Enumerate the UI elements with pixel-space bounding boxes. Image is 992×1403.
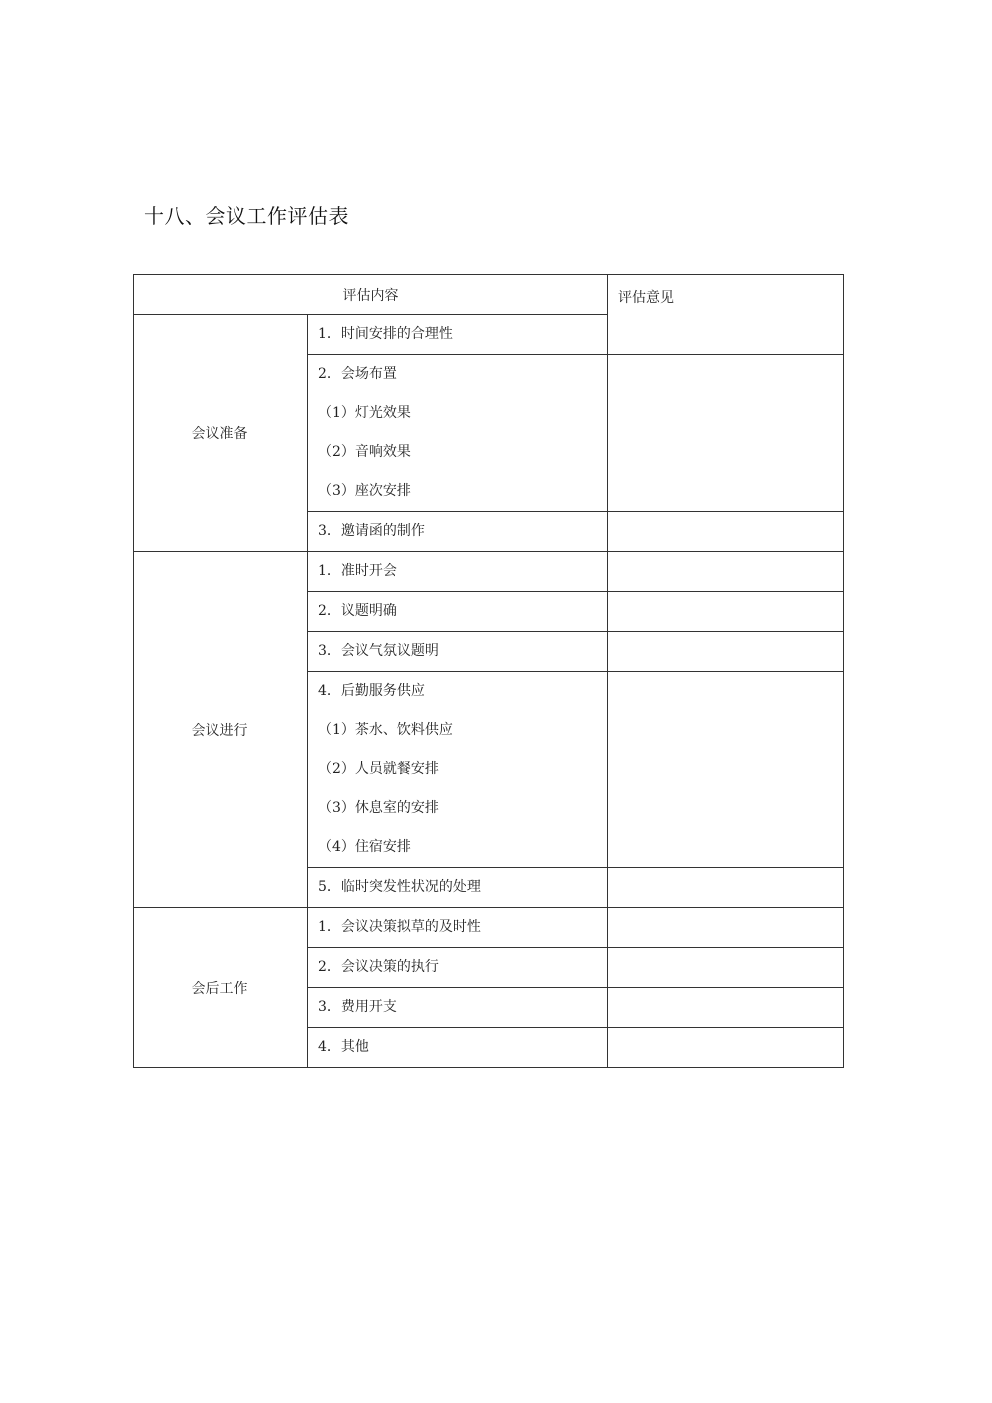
- item-cell: [308, 552, 608, 592]
- item-line: 1．时间安排的合理性: [318, 326, 453, 342]
- item-cell: [308, 672, 608, 868]
- opinion-cell[interactable]: [608, 908, 844, 948]
- opinion-cell[interactable]: [608, 1028, 844, 1068]
- category-post-meeting-work: 会后工作: [134, 908, 308, 1068]
- item-line: 4．其他: [318, 1039, 369, 1055]
- item-line: 4．后勤服务供应: [318, 683, 425, 699]
- header-evaluation-content: 评估内容: [134, 275, 608, 315]
- evaluation-table: [133, 274, 844, 1068]
- item-subline: （2）音响效果: [318, 444, 411, 460]
- item-cell: [308, 592, 608, 632]
- item-line: 3．费用开支: [318, 999, 397, 1015]
- item-cell: [308, 908, 608, 948]
- item-subline: （3）座次安排: [318, 483, 411, 499]
- item-cell: [308, 632, 608, 672]
- opinion-cell[interactable]: [608, 988, 844, 1028]
- item-line: 2．会场布置: [318, 366, 397, 382]
- opinion-cell[interactable]: [608, 948, 844, 988]
- item-cell: [308, 355, 608, 512]
- item-cell: [308, 988, 608, 1028]
- item-cell: [308, 512, 608, 552]
- opinion-cell[interactable]: [608, 868, 844, 908]
- item-line: 2．议题明确: [318, 603, 397, 619]
- item-subline: （4）住宿安排: [318, 839, 411, 855]
- opinion-cell[interactable]: [608, 592, 844, 632]
- item-subline: （1）茶水、饮料供应: [318, 722, 453, 738]
- opinion-cell[interactable]: [608, 632, 844, 672]
- header-evaluation-opinion: 评估意见: [608, 275, 844, 355]
- item-line: 2．会议决策的执行: [318, 959, 439, 975]
- item-subline: （2）人员就餐安排: [318, 761, 439, 777]
- category-meeting-preparation: 会议准备: [134, 315, 308, 552]
- item-subline: （3）休息室的安排: [318, 800, 439, 816]
- opinion-cell[interactable]: [608, 552, 844, 592]
- item-line: 5．临时突发性状况的处理: [318, 879, 481, 895]
- opinion-cell[interactable]: [608, 512, 844, 552]
- item-line: 3．邀请函的制作: [318, 523, 425, 539]
- item-line: 1．准时开会: [318, 563, 397, 579]
- item-cell: [308, 948, 608, 988]
- page-title: 十八、会议工作评估表: [144, 204, 349, 228]
- item-cell: [308, 1028, 608, 1068]
- item-line: 1．会议决策拟草的及时性: [318, 919, 481, 935]
- item-cell: [308, 315, 608, 355]
- category-meeting-in-progress: 会议进行: [134, 552, 308, 908]
- opinion-cell[interactable]: [608, 672, 844, 868]
- item-line: 3．会议气氛议题明: [318, 643, 439, 659]
- opinion-cell[interactable]: [608, 355, 844, 512]
- item-cell: [308, 868, 608, 908]
- item-subline: （1）灯光效果: [318, 405, 411, 421]
